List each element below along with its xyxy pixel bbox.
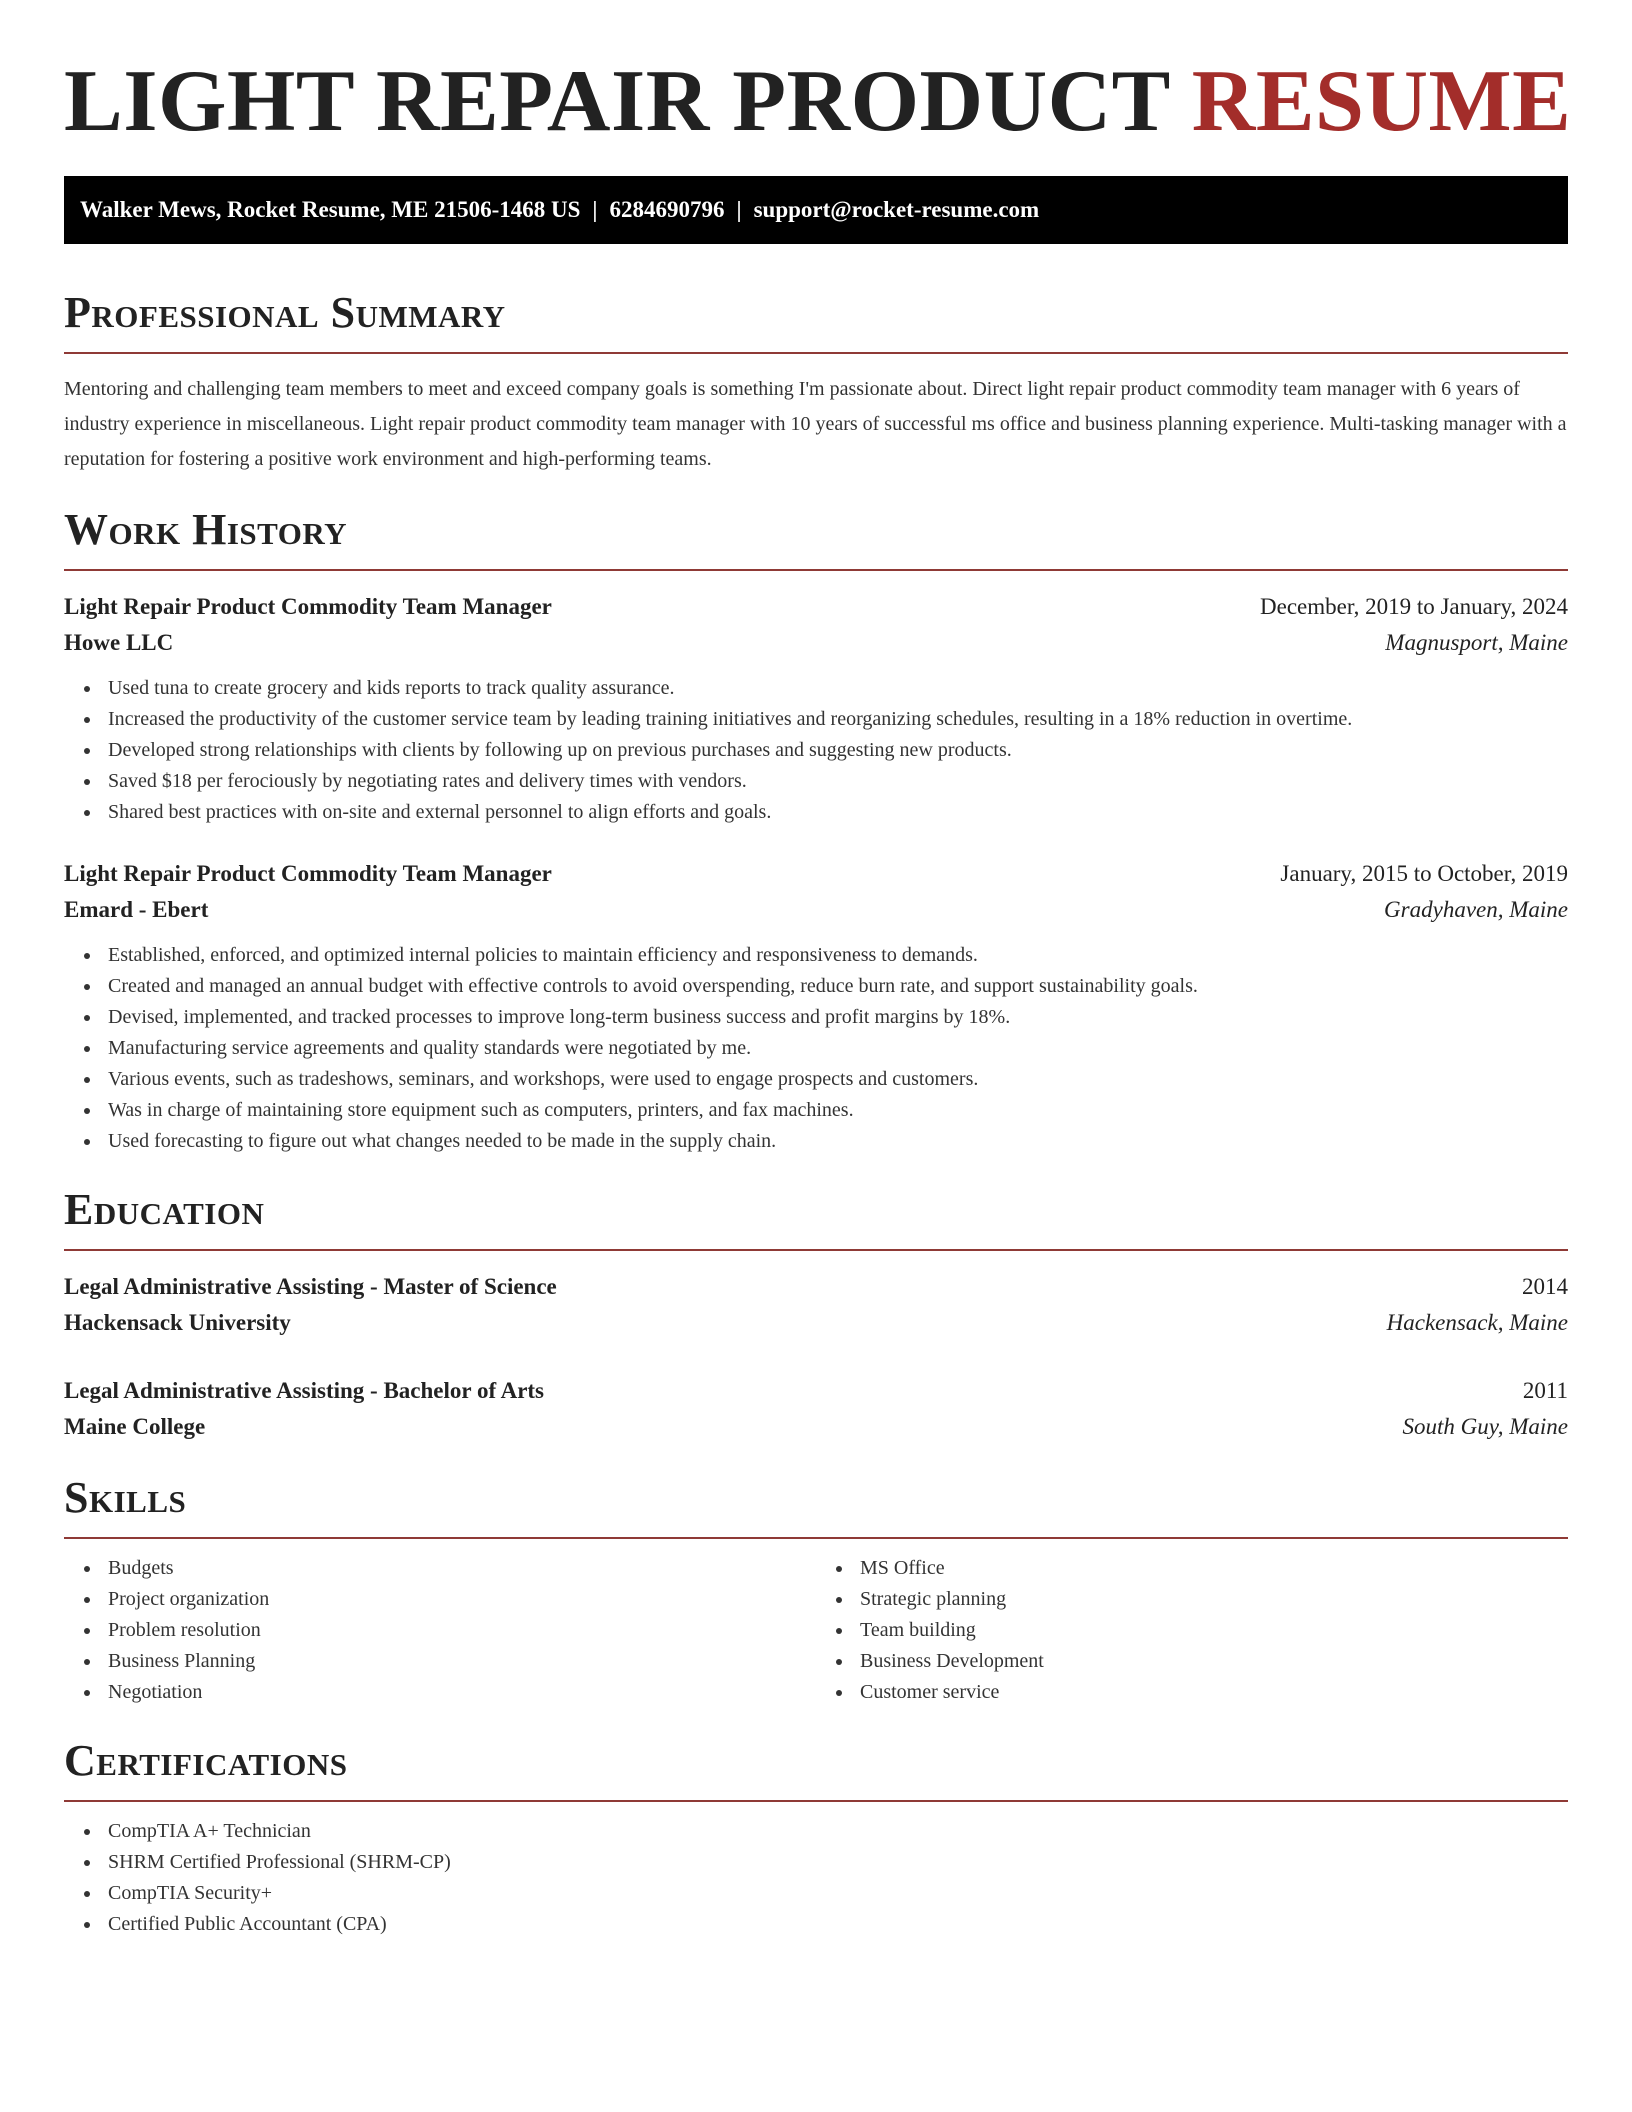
job-bullet: Created and managed an annual budget with effective controls to avoid overspending, reduce burn rate, and support sustainability goals. [108,971,1568,1002]
skill-item: Budgets [108,1553,816,1584]
resume-title [64,0,1572,152]
job-bullet: Used tuna to create grocery and kids reports to track quality assurance. [108,673,1568,704]
job-bullets [64,940,1568,1157]
skills-grid [64,1553,1568,1708]
education-year: 2014 [1522,1274,1568,1299]
skills-column-right [816,1553,1568,1708]
work-history-heading: Work History [64,503,1568,571]
certification-item: CompTIA Security+ [108,1878,1568,1909]
education-degree-row [64,1373,1568,1409]
job-bullet: Saved $18 per ferociously by negotiating rates and delivery times with vendors. [108,766,1568,797]
job-title: Light Repair Product Commodity Team Manager [64,594,552,619]
work-history-section [64,503,1568,1157]
summary-text: Mentoring and challenging team members to meet and exceed company goals is something I'm passionate about. Direct light repair product commodity team manager with 6 years of industry experience in miscellaneous. Light repair product commodity team manager with 10 years of successful ms office and business planning experience. Multi-tasking manager with a reputation for fostering a positive work environment and high-performing teams. [64,378,1567,470]
skills-list [64,1553,816,1708]
certification-item: SHRM Certified Professional (SHRM-CP) [108,1847,1568,1878]
job-bullet: Manufacturing service agreements and quality standards were negotiated by me. [108,1033,1568,1064]
education-degree: Legal Administrative Assisting - Bachelor of Arts [64,1378,545,1403]
job-bullet: Used forecasting to figure out what changes needed to be made in the supply chain. [108,1126,1568,1157]
job-company-row [64,892,1568,928]
job-title: Light Repair Product Commodity Team Manager [64,861,552,886]
job-dates: December, 2019 to January, 2024 [1260,594,1568,619]
certification-item: Certified Public Accountant (CPA) [108,1909,1568,1940]
education-school: Maine College [64,1414,206,1439]
skills-section [64,1471,1568,1708]
education-school-row [64,1305,1568,1341]
education-degree-row [64,1269,1568,1305]
education-degree: Legal Administrative Assisting - Master of Science [64,1274,557,1299]
skills-column-left [64,1553,816,1708]
contact-separator: | [592,197,598,222]
job-title-row [64,589,1568,625]
job-company: Emard - Ebert [64,897,209,922]
summary-section [64,286,1568,477]
job-bullet: Was in charge of maintaining store equipment such as computers, printers, and fax machines. [108,1095,1568,1126]
job-location: Magnusport, Maine [1385,630,1568,655]
education-entry [64,1373,1568,1445]
education-school-row [64,1409,1568,1445]
job-location: Gradyhaven, Maine [1384,897,1568,922]
job-dates: January, 2015 to October, 2019 [1280,861,1568,886]
contact-phone: 6284690796 [609,197,725,222]
skill-item: Customer service [860,1677,1568,1708]
contact-email: support@rocket-resume.com [753,197,1040,222]
job-company-row [64,625,1568,661]
skill-item: Business Development [860,1646,1568,1677]
certification-item: CompTIA A+ Technician [108,1816,1568,1847]
education-entry [64,1269,1568,1341]
certifications-heading: Certifications [64,1734,1568,1802]
contact-bar [64,176,1568,244]
job-bullet: Established, enforced, and optimized internal policies to maintain efficiency and responsiveness to demands. [108,940,1568,971]
education-year: 2011 [1522,1378,1568,1403]
education-heading: Education [64,1183,1568,1251]
education-location: Hackensack, Maine [1386,1310,1568,1335]
title-accent: RESUME [1191,53,1572,150]
job-entry [64,856,1568,1157]
skill-item: MS Office [860,1553,1568,1584]
skill-item: Strategic planning [860,1584,1568,1615]
skill-item: Business Planning [108,1646,816,1677]
title-main: LIGHT REPAIR PRODUCT [64,53,1170,150]
contact-address: Walker Mews, Rocket Resume, ME 21506-1468 US [80,197,581,222]
job-entry [64,589,1568,828]
education-school: Hackensack University [64,1310,291,1335]
skill-item: Team building [860,1615,1568,1646]
skills-heading: Skills [64,1471,1568,1539]
job-bullets [64,673,1568,828]
contact-separator: | [736,197,742,222]
job-title-row [64,856,1568,892]
job-company: Howe LLC [64,630,174,655]
skills-list [816,1553,1568,1708]
education-location: South Guy, Maine [1402,1414,1568,1439]
certifications-list [64,1816,1568,1940]
skill-item: Problem resolution [108,1615,816,1646]
job-bullet: Shared best practices with on-site and external personnel to align efforts and goals. [108,797,1568,828]
job-bullet: Various events, such as tradeshows, seminars, and workshops, were used to engage prospects and customers. [108,1064,1568,1095]
education-section [64,1183,1568,1445]
job-bullet: Devised, implemented, and tracked processes to improve long-term business success and profit margins by 18%. [108,1002,1568,1033]
job-bullet: Increased the productivity of the customer service team by leading training initiatives and reorganizing schedules, resulting in a 18% reduction in overtime. [108,704,1568,735]
summary-heading: Professional Summary [64,286,1568,354]
certifications-section [64,1734,1568,1940]
skill-item: Negotiation [108,1677,816,1708]
skill-item: Project organization [108,1584,816,1615]
job-bullet: Developed strong relationships with clients by following up on previous purchases and suggesting new products. [108,735,1568,766]
